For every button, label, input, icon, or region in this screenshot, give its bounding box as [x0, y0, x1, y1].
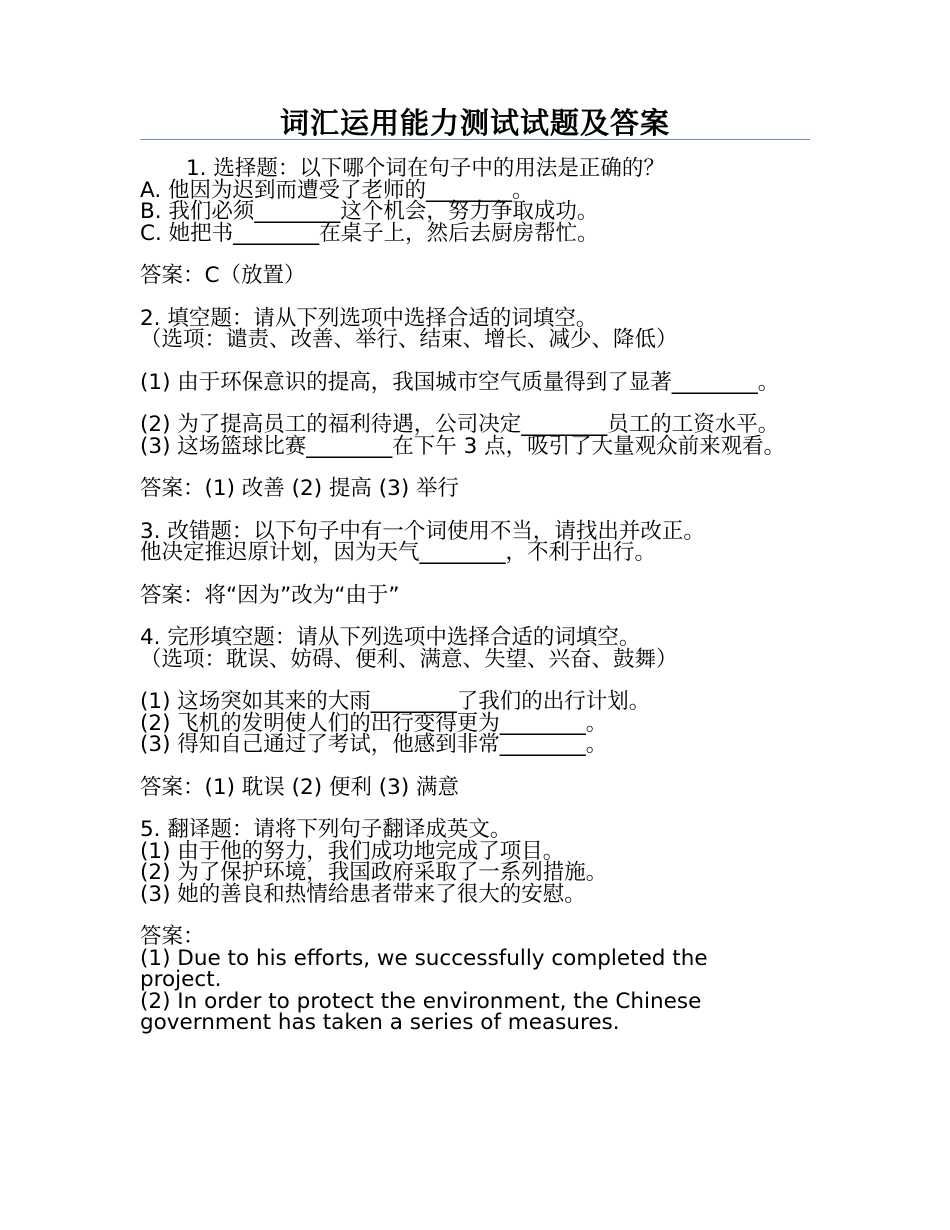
- question-5-item-2: (2) 为了保护环境，我国政府采取了一系列措施。: [140, 860, 608, 885]
- question-1-option-c: C. 她把书________在桌子上，然后去厨房帮忙。: [140, 220, 599, 246]
- question-1-option-a: A. 他因为迟到而遭受了老师的________。: [140, 177, 534, 203]
- question-4-block: [140, 627, 810, 798]
- question-5-item-1: (1) 由于他的努力，我们成功地完成了项目。: [140, 838, 565, 864]
- question-2-prompt: 2. 填空题：请从下列选项中选择合适的词填空。: [140, 305, 598, 331]
- question-3-prompt: 3. 改错题：以下句子中有一个词使用不当，请找出并改正。: [140, 518, 705, 544]
- question-5-answer-1-line-2: project.: [140, 967, 222, 992]
- question-5-block: [140, 819, 810, 1034]
- question-1-answer: 答案：C（放置）: [140, 263, 306, 288]
- question-5-prompt: 5. 翻译题：请将下列句子翻译成英文。: [140, 817, 512, 842]
- question-4-item-3: (3) 得知自己通过了考试，他感到非常________。: [140, 732, 608, 757]
- question-4-prompt: 4. 完形填空题：请从下列选项中选择合适的词填空。: [140, 625, 641, 650]
- question-3-answer: 答案：将“因为”改为“由于”: [140, 582, 400, 608]
- question-2-item-3: (3) 这场篮球比赛________在下午 3 点，吸引了大量观众前来观看。: [140, 433, 786, 459]
- question-5-answer-1-line-1: (1) Due to his efforts, we successfully completed the: [140, 945, 708, 971]
- document-body: [140, 158, 810, 1034]
- question-1-block: [140, 158, 810, 287]
- question-4-item-2: (2) 飞机的发明使人们的出行变得更为________。: [140, 710, 608, 736]
- question-2-choices: （选项：谴责、改善、举行、结束、增长、减少、降低）: [140, 327, 678, 352]
- title-underline: [140, 139, 810, 140]
- question-4-answer: 答案：(1) 耽误 (2) 便利 (3) 满意: [140, 774, 460, 800]
- question-2-item-1: (1) 由于环保意识的提高，我国城市空气质量得到了显著________。: [140, 369, 780, 395]
- question-5-answer-2-line-2: government has taken a series of measures.: [140, 1010, 620, 1035]
- question-2-block: [140, 305, 810, 501]
- question-3-sentence: 他决定推迟原计划，因为天气________，不利于出行。: [140, 540, 657, 565]
- question-5-answer-2-line-1: (2) In order to protect the environment, the Chinese: [140, 988, 702, 1014]
- question-5-item-3: (3) 她的善良和热情给患者带来了很大的安慰。: [140, 881, 586, 907]
- page-title: 词汇运用能力测试试题及答案: [279, 106, 670, 140]
- question-1-option-b: B. 我们必须________这个机会，努力争取成功。: [140, 199, 599, 224]
- question-1-prompt: 1. 选择题：以下哪个词在句子中的用法是正确的？: [186, 156, 665, 181]
- question-3-block: [140, 518, 810, 608]
- question-4-choices: （选项：耽误、妨碍、便利、满意、失望、兴奋、鼓舞）: [140, 646, 678, 672]
- question-4-item-1: (1) 这场突如其来的大雨________了我们的出行计划。: [140, 689, 651, 714]
- question-5-answer-label: 答案：: [140, 924, 205, 949]
- question-2-item-2: (2) 为了提高员工的福利待遇，公司决定________员工的工资水平。: [140, 412, 780, 437]
- question-2-answer: 答案：(1) 改善 (2) 提高 (3) 举行: [140, 476, 460, 501]
